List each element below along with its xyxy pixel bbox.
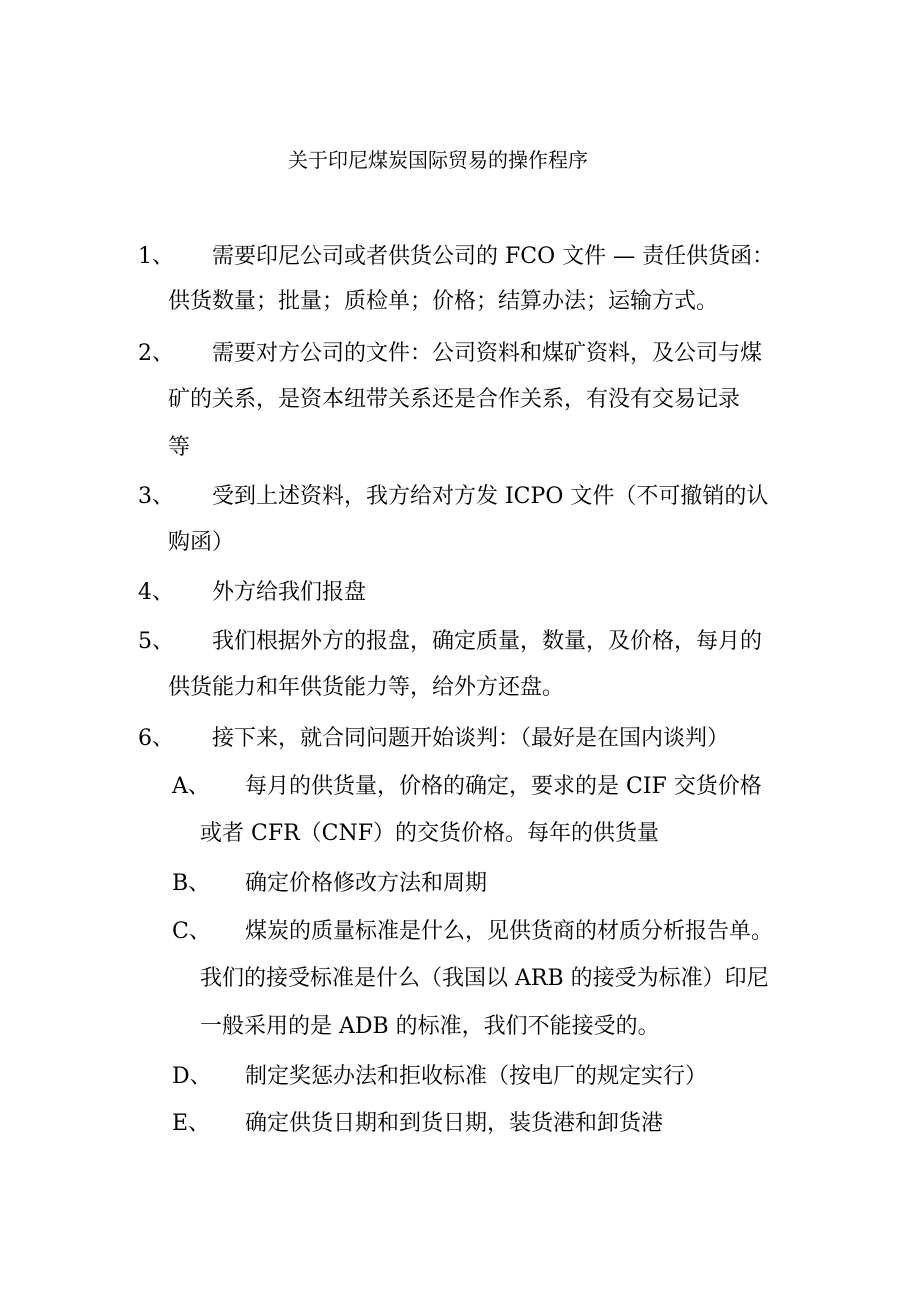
sub-item-letter: A、 bbox=[172, 774, 210, 799]
sub-item-letter: C、 bbox=[172, 919, 211, 944]
item-text: 我们根据外方的报盘，确定质量，数量，及价格，每月的 bbox=[212, 629, 763, 654]
document-title: 关于印尼煤炭国际贸易的操作程序 bbox=[288, 148, 588, 172]
item-text: 等 bbox=[168, 435, 191, 460]
item-text: 需要对方公司的文件：公司资料和煤矿资料，及公司与煤 bbox=[212, 341, 763, 366]
sub-item-text: 确定供货日期和到货日期，装货港和卸货港 bbox=[245, 1111, 664, 1136]
item-number: 4、 bbox=[138, 580, 174, 605]
sub-item-text: 煤炭的质量标准是什么，见供货商的材质分析报告单。 bbox=[245, 919, 774, 944]
item-text: 接下来，就合同问题开始谈判：（最好是在国内谈判） bbox=[212, 726, 730, 751]
item-text: 受到上述资料，我方给对方发 ICPO 文件（不可撤销的认 bbox=[212, 484, 769, 509]
item-text: 外方给我们报盘 bbox=[212, 580, 367, 605]
item-number: 3、 bbox=[138, 484, 174, 509]
sub-item-text: 一般采用的是 ADB 的标准，我们不能接受的。 bbox=[200, 1014, 660, 1039]
sub-item-text: 每月的供货量，价格的确定，要求的是 CIF 交货价格 bbox=[245, 774, 762, 799]
sub-item-letter: E、 bbox=[172, 1111, 211, 1136]
item-text: 矿的关系，是资本纽带关系还是合作关系，有没有交易记录 bbox=[168, 387, 741, 412]
item-number: 5、 bbox=[138, 629, 174, 654]
item-number: 1、 bbox=[138, 244, 174, 269]
sub-item-text: 我们的接受标准是什么（我国以 ARB 的接受为标准）印尼 bbox=[200, 966, 769, 991]
item-text: 供货能力和年供货能力等，给外方还盘。 bbox=[168, 675, 565, 700]
item-number: 2、 bbox=[138, 341, 174, 366]
sub-item-letter: D、 bbox=[172, 1064, 212, 1089]
item-text: 需要印尼公司或者供货公司的 FCO 文件 — 责任供货函： bbox=[212, 244, 775, 269]
item-number: 6、 bbox=[138, 726, 174, 751]
sub-item-text: 确定价格修改方法和周期 bbox=[245, 871, 488, 896]
sub-item-letter: B、 bbox=[172, 871, 211, 896]
item-text: 供货数量；批量；质检单；价格；结算办法；运输方式。 bbox=[168, 289, 719, 314]
item-text: 购函） bbox=[168, 530, 235, 555]
sub-item-text: 制定奖惩办法和拒收标准（按电厂的规定实行） bbox=[245, 1064, 708, 1089]
sub-item-text: 或者 CFR（CNF）的交货价格。每年的供货量 bbox=[200, 821, 660, 846]
